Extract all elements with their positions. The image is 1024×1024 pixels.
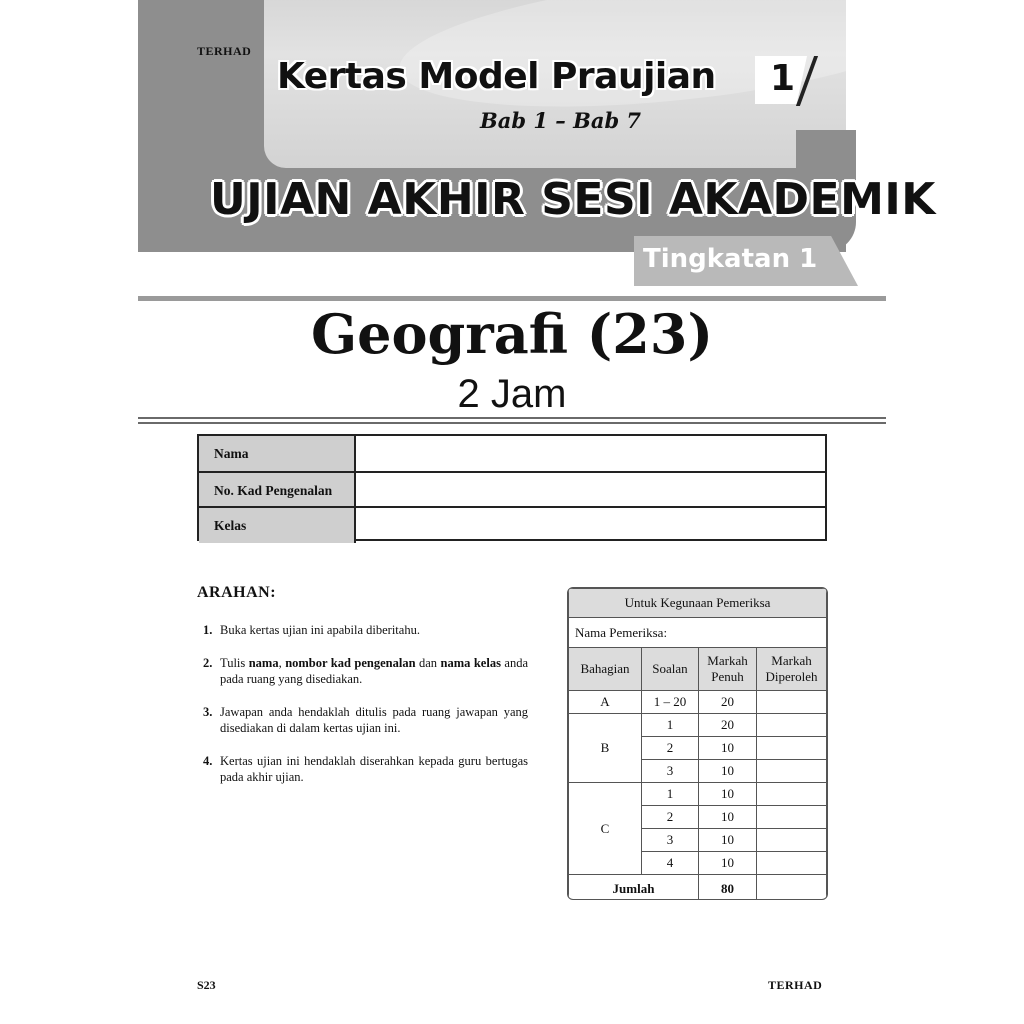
name-label: Nama: [199, 436, 356, 471]
series-number: 1: [770, 58, 796, 99]
student-info-row: [199, 471, 825, 508]
question-cell: 3: [642, 829, 699, 852]
exam-duration: 2 Jam: [457, 372, 567, 416]
full-marks-cell: 10: [699, 852, 757, 875]
marks-obtained-cell[interactable]: [757, 737, 827, 760]
full-marks-cell: 10: [699, 829, 757, 852]
instruction-number: 4.: [203, 754, 213, 768]
total-label: Jumlah: [569, 875, 699, 901]
full-marks-cell: 10: [699, 737, 757, 760]
classification-top: TERHAD: [197, 44, 252, 58]
class-field[interactable]: [356, 508, 825, 543]
marks-obtained-cell[interactable]: [757, 691, 827, 714]
total-marks-obtained[interactable]: [757, 875, 827, 901]
page-code: S23: [197, 978, 216, 992]
divider-top: [138, 296, 886, 301]
full-marks-cell: 10: [699, 760, 757, 783]
question-cell: 2: [642, 737, 699, 760]
instruction-text: Kertas ujian ini hendaklah diserahkan kepada guru bertugas pada akhir ujian.: [220, 754, 528, 784]
instruction-item: [203, 655, 528, 687]
total-full-marks: 80: [699, 875, 757, 901]
instruction-number: 1.: [203, 623, 213, 637]
marks-obtained-cell[interactable]: [757, 806, 827, 829]
question-cell: 1: [642, 783, 699, 806]
divider-bottom-second: [138, 422, 886, 424]
section-label: B: [569, 714, 642, 783]
ic-label: No. Kad Pengenalan: [199, 473, 356, 508]
question-cell: 3: [642, 760, 699, 783]
full-marks-cell: 10: [699, 783, 757, 806]
name-field[interactable]: [356, 436, 825, 471]
section-label: A: [569, 691, 642, 714]
instruction-number: 3.: [203, 705, 213, 719]
marks-obtained-cell[interactable]: [757, 852, 827, 875]
full-marks-cell: 20: [699, 714, 757, 737]
student-info-row: [199, 436, 825, 471]
marks-obtained-cell[interactable]: [757, 829, 827, 852]
instruction-item: [203, 753, 528, 785]
class-label: Kelas: [199, 508, 356, 543]
examiner-name-field[interactable]: Nama Pemeriksa:: [569, 618, 827, 648]
subject-title: Geografi (23): [311, 302, 713, 366]
divider-bottom: [138, 417, 886, 419]
full-marks-cell: 20: [699, 691, 757, 714]
question-cell: 2: [642, 806, 699, 829]
col-header-section: Bahagian: [569, 648, 642, 691]
ic-field[interactable]: [356, 473, 825, 508]
instruction-text: Jawapan anda hendaklah ditulis pada ruang jawapan yang disediakan di dalam kertas ujian ini.: [220, 705, 528, 735]
section-label: C: [569, 783, 642, 875]
form-label: Tingkatan 1: [643, 244, 818, 274]
instruction-item: [203, 704, 528, 736]
marks-obtained-cell[interactable]: [757, 760, 827, 783]
marks-table-title: Untuk Kegunaan Pemeriksa: [569, 589, 827, 618]
instruction-item: [203, 622, 528, 638]
classification-bottom: TERHAD: [768, 978, 823, 992]
instruction-text: Buka kertas ujian ini apabila diberitahu.: [220, 623, 420, 637]
chapters-range: Bab 1 – Bab 7: [480, 108, 642, 133]
col-header-marks-obtained: Markah Diperoleh: [757, 648, 827, 691]
col-header-full-marks: Markah Penuh: [699, 648, 757, 691]
marks-obtained-cell[interactable]: [757, 783, 827, 806]
instruction-number: 2.: [203, 656, 213, 670]
question-cell: 4: [642, 852, 699, 875]
exam-title: UJIAN AKHIR SESI AKADEMIK: [210, 174, 936, 225]
instruction-text: Tulis nama, nombor kad pengenalan dan nama kelas anda pada ruang yang disediakan.: [220, 656, 528, 686]
series-title: Kertas Model Praujian: [277, 56, 716, 97]
question-cell: 1: [642, 714, 699, 737]
question-cell: 1 – 20: [642, 691, 699, 714]
instructions-heading: ARAHAN:: [197, 584, 277, 601]
marks-obtained-cell[interactable]: [757, 714, 827, 737]
full-marks-cell: 10: [699, 806, 757, 829]
col-header-question: Soalan: [642, 648, 699, 691]
examiner-marks-table: [567, 587, 828, 900]
student-info-table: [197, 434, 827, 541]
student-info-row: [199, 506, 825, 543]
